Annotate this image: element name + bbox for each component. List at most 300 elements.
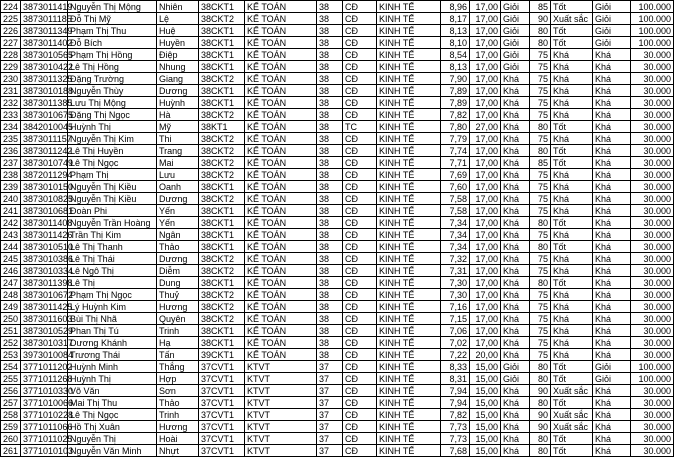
cell-credits: 15,00 [470,361,501,373]
cell-credits: 17,00 [470,241,501,253]
cell-surname: Lê Thị Hồng [68,61,157,73]
cell-academic-rank: Giỏi [501,37,530,49]
cell-gpa: 7,30 [441,289,470,301]
cell-cohort: 38 [317,97,343,109]
table-row [1,373,674,385]
cell-class: 38CKT2 [199,265,245,277]
cell-major: KẾ TOÁN [245,193,317,205]
cell-gpa: 7,90 [441,73,470,85]
cell-major: KẾ TOÁN [245,49,317,61]
cell-credits: 17,00 [470,157,501,169]
cell-major: KẾ TOÁN [245,253,317,265]
cell-credits: 17,00 [470,325,501,337]
table-row [1,229,674,241]
table-row [1,289,674,301]
cell-scholarship-rank: Khá [593,337,631,349]
cell-level: CĐ [343,25,377,37]
cell-scholarship-amount: 30.000 [631,229,674,241]
cell-credits: 15,00 [470,433,501,445]
cell-faculty: KINH TẾ [377,397,441,409]
cell-major: KẾ TOÁN [245,181,317,193]
cell-scholarship-rank: Giỏi [593,1,631,13]
cell-given-name: Sơn [157,385,199,397]
cell-surname: Trương Thái [68,349,157,361]
cell-academic-rank: Khá [501,145,530,157]
cell-academic-rank: Khá [501,73,530,85]
cell-surname: Nguyễn Thị Kiều [68,193,157,205]
cell-gpa: 7,94 [441,385,470,397]
table-row [1,169,674,181]
cell-academic-rank: Khá [501,205,530,217]
cell-academic-rank: Giỏi [501,61,530,73]
cell-surname: Mai Thị Thu [68,397,157,409]
cell-conduct-score: 90 [530,13,551,25]
cell-credits: 17,00 [470,313,501,325]
cell-conduct-score: 75 [530,61,551,73]
cell-cohort: 38 [317,85,343,97]
cell-major: KẾ TOÁN [245,277,317,289]
cell-class: 38CKT1 [199,85,245,97]
table-row [1,25,674,37]
cell-conduct-rank: Khá [551,61,593,73]
cell-stt: 245 [1,253,21,265]
cell-given-name: Hạ [157,337,199,349]
cell-given-name: Trinh [157,409,199,421]
cell-given-name: Mỹ [157,121,199,133]
cell-major: KẾ TOÁN [245,37,317,49]
table-row [1,97,674,109]
cell-student-id: 3873010510 [21,241,68,253]
cell-given-name: Ngân [157,229,199,241]
cell-conduct-rank: Tốt [551,25,593,37]
cell-level: CĐ [343,289,377,301]
cell-academic-rank: Khá [501,349,530,361]
cell-major: KẾ TOÁN [245,241,317,253]
cell-class: 38CKT2 [199,313,245,325]
cell-scholarship-amount: 30.000 [631,97,674,109]
cell-major: KẾ TOÁN [245,217,317,229]
cell-conduct-score: 85 [530,157,551,169]
cell-scholarship-amount: 30.000 [631,193,674,205]
cell-class: 37CVT1 [199,385,245,397]
cell-conduct-rank: Khá [551,229,593,241]
cell-level: CĐ [343,265,377,277]
cell-credits: 15,00 [470,373,501,385]
cell-stt: 258 [1,409,21,421]
cell-conduct-rank: Xuất sắc [551,421,593,433]
cell-stt: 243 [1,229,21,241]
cell-level: CĐ [343,169,377,181]
cell-conduct-rank: Tốt [551,37,593,49]
cell-major: KẾ TOÁN [245,121,317,133]
cell-conduct-rank: Tốt [551,1,593,13]
cell-student-id: 3872011294 [21,169,68,181]
cell-student-id: 3873010825 [21,193,68,205]
cell-cohort: 38 [317,349,343,361]
cell-credits: 17,00 [470,49,501,61]
cell-conduct-rank: Xuất sắc [551,385,593,397]
table-row [1,445,674,457]
cell-surname: Lê Thị Ngọc [68,157,157,169]
cell-gpa: 7,15 [441,313,470,325]
cell-given-name: Yến [157,217,199,229]
cell-class: 38CKT2 [199,109,245,121]
cell-student-id: 3873010334 [21,265,68,277]
cell-gpa: 7,79 [441,133,470,145]
table-body [1,1,674,457]
cell-cohort: 38 [317,217,343,229]
cell-credits: 17,00 [470,73,501,85]
cell-conduct-score: 75 [530,109,551,121]
cell-scholarship-rank: Khá [593,73,631,85]
cell-faculty: KINH TẾ [377,61,441,73]
cell-credits: 15,00 [470,445,501,457]
cell-credits: 27,00 [470,121,501,133]
cell-conduct-rank: Tốt [551,445,593,457]
cell-student-id: 3842010045 [21,121,68,133]
cell-stt: 260 [1,433,21,445]
cell-student-id: 3873011242 [21,145,68,157]
cell-surname: Đỗ Thị Mỹ [68,13,157,25]
cell-scholarship-rank: Giỏi [593,37,631,49]
cell-credits: 17,00 [470,337,501,349]
cell-major: KTVT [245,445,317,457]
cell-credits: 15,00 [470,385,501,397]
cell-academic-rank: Khá [501,337,530,349]
cell-credits: 17,00 [470,205,501,217]
cell-academic-rank: Khá [501,409,530,421]
cell-class: 38CKT1 [199,181,245,193]
cell-level: CĐ [343,253,377,265]
cell-scholarship-rank: Khá [593,253,631,265]
cell-scholarship-amount: 30.000 [631,181,674,193]
cell-gpa: 7,22 [441,349,470,361]
cell-student-id: 3873010188 [21,85,68,97]
cell-given-name: Oanh [157,181,199,193]
cell-gpa: 7,89 [441,85,470,97]
cell-credits: 17,00 [470,289,501,301]
cell-major: KẾ TOÁN [245,157,317,169]
cell-gpa: 8,13 [441,61,470,73]
cell-credits: 20,00 [470,349,501,361]
cell-major: KẾ TOÁN [245,169,317,181]
cell-given-name: Huỳnh [157,97,199,109]
cell-surname: Trần Thị Kim [68,229,157,241]
cell-student-id: 3873010529 [21,325,68,337]
cell-faculty: KINH TẾ [377,97,441,109]
cell-cohort: 38 [317,253,343,265]
cell-stt: 240 [1,193,21,205]
cell-academic-rank: Khá [501,157,530,169]
cell-faculty: KINH TẾ [377,373,441,385]
cell-class: 38CKT2 [199,133,245,145]
cell-student-id: 3771011025 [21,433,68,445]
cell-gpa: 7,94 [441,397,470,409]
cell-conduct-score: 75 [530,349,551,361]
cell-major: KẾ TOÁN [245,265,317,277]
cell-student-id: 3873010422 [21,61,68,73]
cell-cohort: 38 [317,265,343,277]
table-row [1,337,674,349]
cell-scholarship-amount: 30.000 [631,337,674,349]
cell-faculty: KINH TẾ [377,121,441,133]
cell-conduct-rank: Khá [551,133,593,145]
cell-credits: 17,00 [470,97,501,109]
cell-student-id: 3873010749 [21,157,68,169]
cell-cohort: 37 [317,397,343,409]
cell-major: KẾ TOÁN [245,97,317,109]
cell-stt: 241 [1,205,21,217]
cell-conduct-score: 85 [530,1,551,13]
cell-scholarship-amount: 30.000 [631,313,674,325]
cell-cohort: 37 [317,445,343,457]
cell-major: KẾ TOÁN [245,289,317,301]
cell-conduct-rank: Khá [551,181,593,193]
cell-scholarship-amount: 30.000 [631,445,674,457]
cell-given-name: Dương [157,253,199,265]
cell-academic-rank: Khá [501,181,530,193]
cell-stt: 261 [1,445,21,457]
cell-scholarship-rank: Khá [593,277,631,289]
cell-gpa: 8,10 [441,37,470,49]
cell-scholarship-rank: Khá [593,433,631,445]
cell-level: CĐ [343,109,377,121]
cell-academic-rank: Khá [501,193,530,205]
cell-scholarship-rank: Khá [593,97,631,109]
cell-level: CĐ [343,337,377,349]
cell-major: KẾ TOÁN [245,337,317,349]
cell-given-name: Yến [157,205,199,217]
cell-conduct-score: 80 [530,25,551,37]
cell-academic-rank: Khá [501,229,530,241]
cell-scholarship-rank: Khá [593,325,631,337]
cell-level: CĐ [343,433,377,445]
cell-major: KẾ TOÁN [245,1,317,13]
cell-student-id: 3873011402 [21,37,68,49]
cell-major: KẾ TOÁN [245,325,317,337]
cell-stt: 224 [1,1,21,13]
table-row [1,313,674,325]
table-row [1,397,674,409]
cell-scholarship-rank: Khá [593,445,631,457]
cell-credits: 17,00 [470,217,501,229]
cell-scholarship-rank: Khá [593,301,631,313]
cell-conduct-score: 80 [530,277,551,289]
cell-faculty: KINH TẾ [377,169,441,181]
cell-faculty: KINH TẾ [377,73,441,85]
cell-conduct-rank: Xuất sắc [551,409,593,421]
cell-gpa: 7,34 [441,241,470,253]
cell-scholarship-amount: 30.000 [631,133,674,145]
cell-cohort: 37 [317,433,343,445]
cell-conduct-score: 75 [530,337,551,349]
cell-gpa: 7,69 [441,169,470,181]
cell-class: 38CKT1 [199,97,245,109]
cell-given-name: Giang [157,73,199,85]
cell-credits: 17,00 [470,133,501,145]
cell-scholarship-amount: 100.000 [631,1,674,13]
cell-given-name: Thắng [157,361,199,373]
cell-given-name: Quyên [157,313,199,325]
cell-conduct-score: 90 [530,421,551,433]
cell-gpa: 7,60 [441,181,470,193]
cell-conduct-score: 80 [530,121,551,133]
cell-credits: 17,00 [470,61,501,73]
cell-gpa: 7,31 [441,265,470,277]
cell-given-name: Huyền [157,37,199,49]
cell-academic-rank: Giỏi [501,1,530,13]
cell-surname: Dương Khánh [68,337,157,349]
cell-conduct-rank: Khá [551,289,593,301]
cell-faculty: KINH TẾ [377,145,441,157]
cell-level: CĐ [343,325,377,337]
table-row [1,85,674,97]
cell-major: KẾ TOÁN [245,145,317,157]
table-row [1,325,674,337]
cell-level: CĐ [343,133,377,145]
cell-scholarship-rank: Khá [593,409,631,421]
cell-cohort: 38 [317,193,343,205]
cell-gpa: 7,34 [441,229,470,241]
cell-student-id: 3873010386 [21,253,68,265]
cell-stt: 234 [1,121,21,133]
cell-stt: 236 [1,145,21,157]
cell-faculty: KINH TẾ [377,229,441,241]
cell-scholarship-rank: Khá [593,229,631,241]
cell-conduct-rank: Khá [551,349,593,361]
cell-gpa: 8,13 [441,25,470,37]
cell-level: CĐ [343,361,377,373]
cell-conduct-score: 80 [530,397,551,409]
cell-scholarship-amount: 30.000 [631,109,674,121]
table-row [1,109,674,121]
cell-given-name: Hương [157,421,199,433]
cell-conduct-score: 80 [530,433,551,445]
cell-class: 37CVT1 [199,397,245,409]
cell-conduct-rank: Tốt [551,433,593,445]
cell-level: CĐ [343,37,377,49]
cell-scholarship-amount: 30.000 [631,61,674,73]
cell-conduct-rank: Tốt [551,373,593,385]
cell-conduct-score: 80 [530,445,551,457]
cell-major: KTVT [245,385,317,397]
cell-surname: Nguyễn Thị [68,433,157,445]
cell-class: 38CKT1 [199,49,245,61]
cell-student-id: 3873010565 [21,49,68,61]
cell-cohort: 37 [317,409,343,421]
cell-credits: 17,00 [470,109,501,121]
cell-faculty: KINH TẾ [377,361,441,373]
cell-conduct-rank: Xuất sắc [551,13,593,25]
cell-conduct-rank: Khá [551,253,593,265]
cell-scholarship-amount: 30.000 [631,325,674,337]
cell-academic-rank: Khá [501,241,530,253]
cell-level: CĐ [343,217,377,229]
cell-credits: 17,00 [470,265,501,277]
cell-faculty: KINH TẾ [377,445,441,457]
cell-scholarship-amount: 30.000 [631,277,674,289]
cell-surname: Đỗ Bích [68,37,157,49]
cell-surname: Lưu Thị Mộng [68,97,157,109]
cell-academic-rank: Giỏi [501,25,530,37]
cell-student-id: 3873011398 [21,277,68,289]
cell-class: 38CKT1 [199,241,245,253]
cell-scholarship-rank: Khá [593,349,631,361]
cell-conduct-rank: Tốt [551,145,593,157]
table-row [1,61,674,73]
cell-cohort: 38 [317,289,343,301]
cell-level: CĐ [343,49,377,61]
cell-credits: 17,00 [470,13,501,25]
cell-conduct-rank: Khá [551,169,593,181]
cell-cohort: 38 [317,229,343,241]
cell-class: 38CKT1 [199,277,245,289]
cell-stt: 226 [1,25,21,37]
table-row [1,301,674,313]
cell-conduct-score: 75 [530,313,551,325]
cell-faculty: KINH TẾ [377,433,441,445]
table-row [1,265,674,277]
cell-student-id: 3771010228 [21,409,68,421]
cell-stt: 242 [1,217,21,229]
cell-given-name: Lưu [157,169,199,181]
cell-surname: Nguyễn Thị Mộng [68,1,157,13]
cell-scholarship-amount: 100.000 [631,361,674,373]
cell-class: 38CKT2 [199,145,245,157]
table-row [1,157,674,169]
cell-conduct-score: 75 [530,85,551,97]
cell-stt: 233 [1,109,21,121]
cell-given-name: Nhựt [157,445,199,457]
cell-conduct-score: 75 [530,49,551,61]
cell-scholarship-amount: 30.000 [631,397,674,409]
cell-surname: Đặng Thị Ngọc [68,109,157,121]
cell-scholarship-rank: Khá [593,265,631,277]
cell-conduct-score: 75 [530,229,551,241]
cell-conduct-rank: Tốt [551,397,593,409]
cell-faculty: KINH TẾ [377,409,441,421]
cell-surname: Lê Thị Thái [68,253,157,265]
cell-student-id: 3873011419 [21,1,68,13]
cell-class: 38CKT2 [199,169,245,181]
cell-class: 38CKT2 [199,289,245,301]
cell-major: KẾ TOÁN [245,73,317,85]
cell-gpa: 7,34 [441,217,470,229]
cell-faculty: KINH TẾ [377,313,441,325]
cell-surname: Đoàn Phi [68,205,157,217]
cell-stt: 250 [1,313,21,325]
cell-academic-rank: Giỏi [501,373,530,385]
cell-gpa: 8,17 [441,13,470,25]
cell-academic-rank: Giỏi [501,49,530,61]
cell-class: 37CVT1 [199,409,245,421]
cell-student-id: 3771010330 [21,385,68,397]
cell-major: KTVT [245,361,317,373]
cell-cohort: 38 [317,1,343,13]
cell-scholarship-amount: 30.000 [631,349,674,361]
cell-student-id: 3873011325 [21,73,68,85]
cell-scholarship-rank: Khá [593,313,631,325]
cell-major: KẾ TOÁN [245,13,317,25]
cell-scholarship-amount: 30.000 [631,169,674,181]
cell-gpa: 8,33 [441,361,470,373]
table-row [1,277,674,289]
cell-level: CĐ [343,445,377,457]
cell-credits: 17,00 [470,277,501,289]
table-row [1,133,674,145]
cell-major: KẾ TOÁN [245,85,317,97]
cell-scholarship-amount: 30.000 [631,157,674,169]
